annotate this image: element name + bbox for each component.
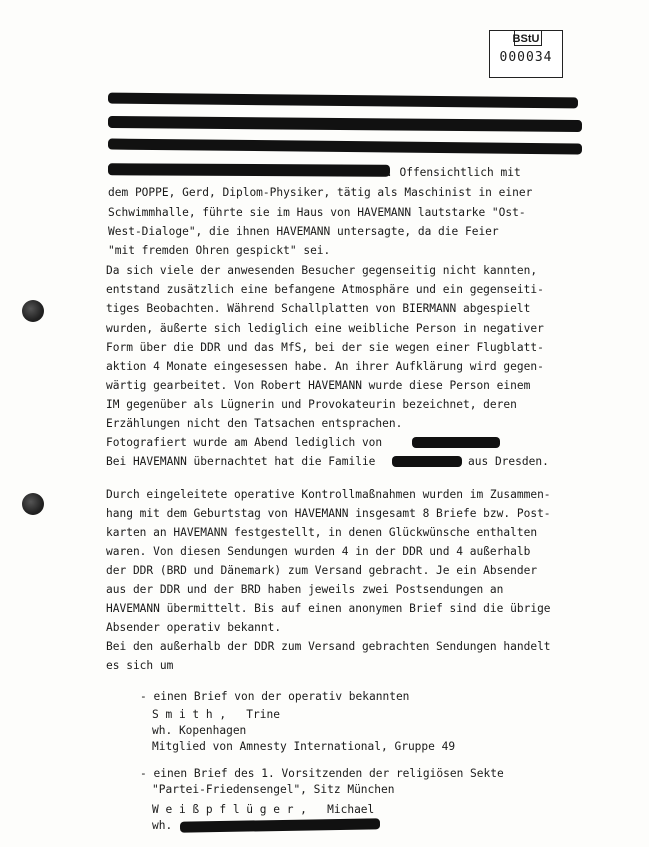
redaction-bar [108,116,582,132]
text-line: IM gegenüber als Lügnerin und Provokateurin bezeichnet, deren [106,398,517,411]
list-item-detail: wh. [152,819,173,832]
redaction-bar [180,818,380,832]
text-line: Bei HAVEMANN übernachtet hat die Familie [106,455,376,468]
redaction-bar [108,139,582,155]
text-line: es sich um [106,659,174,672]
redaction-bar [412,437,500,448]
list-item-name: W e i ß p f l ü g e r , Michael [152,803,375,816]
list-item-detail: Mitglied von Amnesty International, Gruppe 49 [152,740,456,753]
text-line: aus Dresden. [468,455,549,468]
archive-stamp [489,30,563,78]
text-line: Form über die DDR und das MfS, bei der sie wegen einer Flugblatt- [106,341,544,354]
text-line: Fotografiert wurde am Abend lediglich von [106,436,383,449]
text-line: hang mit dem Geburtstag von HAVEMANN insgesamt 8 Briefe bzw. Post- [106,507,551,520]
stamp-label: BStU [512,33,540,45]
punch-hole-top [22,300,44,322]
punch-hole-bottom [22,493,44,515]
stamp-number: 000034 [499,50,553,65]
text-line: karten an HAVEMANN festgestellt, in denen Glückwünsche enthalten [106,526,538,539]
text-line: HAVEMANN übermittelt. Bis auf einen anonymen Brief sind die übrige [106,602,551,615]
text-line: Erzählungen nicht den Tatsachen entsprachen. [106,417,403,430]
list-item-detail: wh. Kopenhagen [152,724,247,737]
text-line: aktion 4 Monate eingesessen habe. An ihrer Aufklärung wird gegen- [106,360,544,373]
text-line: entstand zusätzlich eine befangene Atmosphäre und ein gegenseiti- [106,283,544,296]
text-line: Absender operativ bekannt. [106,621,282,634]
text-line: "mit fremden Ohren gespickt" sei. [108,244,331,257]
text-line: dem POPPE, Gerd, Diplom-Physiker, tätig als Maschinist in einer [108,186,533,199]
text-line: aus der DDR und der BRD haben jeweils zwei Postsendungen an [106,583,504,596]
redaction-bar [108,93,578,109]
text-line: wurden, äußerte sich lediglich eine weibliche Person in negativer [106,322,544,335]
text-line: Da sich viele der anwesenden Besucher gegenseitig nicht kannten, [106,264,538,277]
list-item: - einen Brief des 1. Vorsitzenden der religiösen Sekte [140,767,504,780]
text-line: tiges Beobachten. Während Schallplatten von BIERMANN abgespielt [106,302,531,315]
list-item-name: S m i t h , Trine [152,708,280,721]
list-item-detail: "Partei-Friedensengel", Sitz München [152,783,395,796]
redaction-bar [392,456,462,467]
text-line: Schwimmhalle, führte sie im Haus von HAVEMANN lautstarke "Ost- [108,206,526,219]
text-line: Durch eingeleitete operative Kontrollmaßnahmen wurden im Zusammen- [106,488,551,501]
list-item: - einen Brief von der operativ bekannten [140,690,410,703]
text-line: Bei den außerhalb der DDR zum Versand gebrachten Sendungen handelt [106,640,551,653]
redaction-bar [108,163,390,176]
text-line: . Offensichtlich mit [386,166,521,179]
text-line: West-Dialoge", die ihnen HAVEMANN untersagte, da die Feier [108,225,499,238]
text-line: der DDR (BRD und Dänemark) zum Versand gebracht. Je ein Absender [106,564,538,577]
text-line: waren. Von diesen Sendungen wurden 4 in der DDR und 4 außerhalb [106,545,531,558]
text-line: wärtig gearbeitet. Von Robert HAVEMANN wurde diese Person einem [106,379,531,392]
